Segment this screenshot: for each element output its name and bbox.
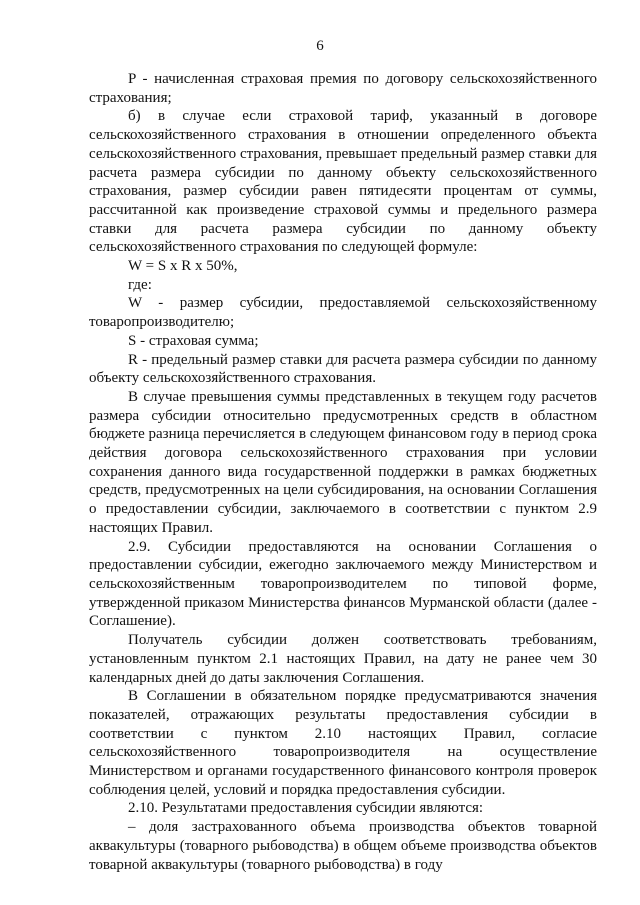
document-body: [89, 70, 597, 874]
paragraph-premium-definition: P - начисленная страховая премия по договору сельскохозяйственного страхования;: [89, 71, 597, 106]
paragraph-recipient-requirements: Получатель субсидии должен соответствовать требованиям, установленным пунктом 2.1 настоящих Правил, на дату не ранее чем 30 календарных дней до даты заключения Соглашения.: [89, 632, 597, 686]
paragraph-s-definition: S - страховая сумма;: [128, 332, 259, 349]
paragraph-agreement-terms: В Соглашении в обязательном порядке предусматриваются значения показателей, отражающих результаты предоставления субсидии в соответствии с пунктом 2.10 настоящих Правил, согласие сельскохозяйственного товаропроизводителя на осуществление Министерством и органами государственного финансового контроля проверок соблюдения целей, условий и порядка предоставления субсидии.: [89, 688, 597, 798]
paragraph-excess-calculation: В случае превышения суммы представленных в текущем году расчетов размера субсидии относительно предусмотренных средств в областном бюджете разница перечисляется в следующем финансовом году в период срока действия договора сельскохозяйственного страхования при условии сохранения данного вида государственной поддержки в рамках бюджетных средств, предусмотренных на цели субсидирования, на основании Соглашения о предоставлении субсидии, заключаемого в соответствии с пунктом 2.9 настоящих Правил.: [89, 388, 597, 536]
paragraph-2-10: 2.10. Результатами предоставления субсидии являются:: [128, 800, 484, 817]
paragraph-w-definition: W - размер субсидии, предоставляемой сельскохозяйственному товаропроизводителю;: [89, 295, 597, 331]
paragraph-clause-b: б) в случае если страховой тариф, указанный в договоре сельскохозяйственного страхования в отношении определенного объекта сельскохозяйственного страхования, превышает предельный размер ставки для расчета размера субсидии по данному объекту сельскохозяйственного страхования, размер субсидии равен пятидесяти процентам от суммы, рассчитанной как произведение страховой суммы и предельного размера ставки для расчета размера субсидии по данному объекту сельскохозяйственного страхования по следующей формуле:: [89, 108, 597, 256]
paragraph-result-share: – доля застрахованного объема производства объектов товарной аквакультуры (товарного рыбоводства) в общем объеме производства объектов товарной аквакультуры (товарного рыбоводства) в году: [89, 819, 597, 873]
paragraph-r-definition: R - предельный размер ставки для расчета размера субсидии по данному объекту сельскохозяйственного страхования.: [89, 351, 597, 387]
formula: W = S x R x 50%,: [128, 258, 238, 275]
page-number: 6: [316, 38, 324, 54]
paragraph-where: где:: [128, 276, 152, 293]
paragraph-2-9: 2.9. Субсидии предоставляются на основании Соглашения о предоставлении субсидии, ежегодно заключаемого между Министерством и сельскохозяйственным товаропроизводителем по типовой форме, утвержденной приказом Министерства финансов Мурманской области (далее - Соглашение).: [89, 538, 597, 630]
